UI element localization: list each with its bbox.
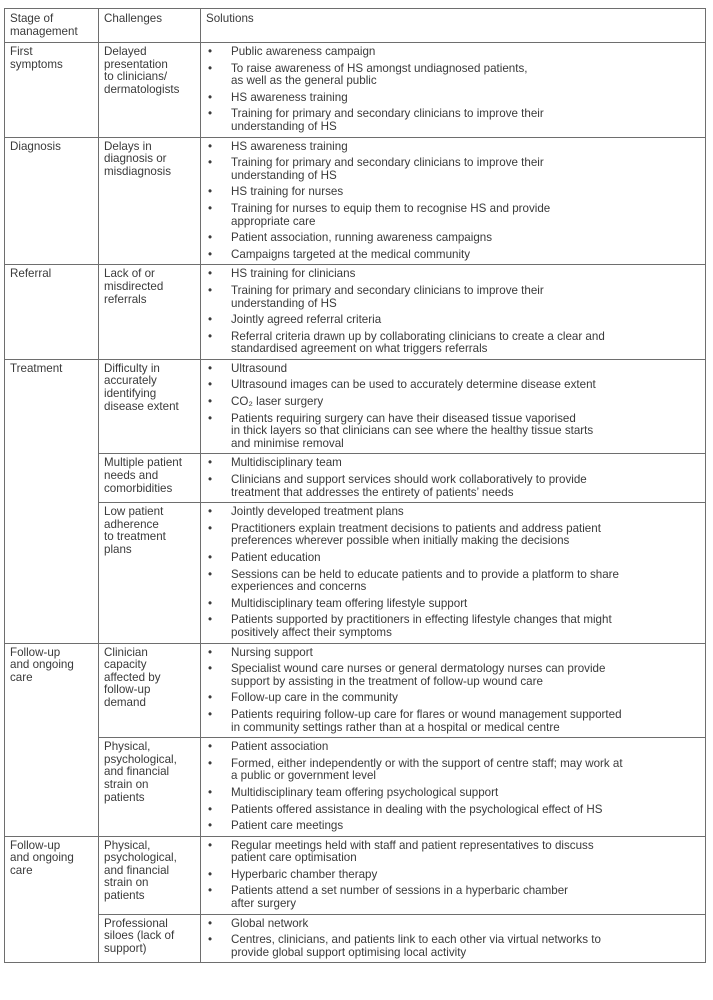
table-row — [5, 503, 706, 643]
bullet-icon: • — [208, 884, 213, 898]
header-solutions: Solutions — [201, 9, 706, 43]
solution-text: Multidisciplinary team — [231, 456, 342, 470]
bullet-icon: • — [208, 267, 213, 281]
bullet-icon: • — [208, 247, 213, 261]
bullet-icon: • — [208, 107, 213, 121]
header-stage: Stage of management — [5, 9, 99, 43]
solution-text: Clinicians and support services should work collaboratively to provide treatment that addresses the entirety of patients’ needs — [231, 473, 587, 499]
challenge-cell: Physical, psychological, and financial strain on patients — [99, 738, 201, 837]
solutions-list — [206, 141, 700, 262]
table-row — [5, 738, 706, 837]
solutions-cell — [201, 359, 706, 454]
bullet-icon: • — [208, 505, 213, 519]
stage-cell: Follow-up and ongoing care — [5, 836, 99, 963]
table-row — [5, 643, 706, 738]
solution-text: Patient association — [231, 740, 329, 754]
bullet-icon: • — [208, 819, 213, 833]
solution-text: Patients requiring surgery can have their diseased tissue vaporised in thick layers so that clinicians can see where the healthy tissue starts and minimise removal — [231, 411, 594, 450]
bullet-icon: • — [208, 61, 213, 75]
bullet-icon: • — [208, 756, 213, 770]
solutions-list — [206, 506, 700, 639]
solutions-cell — [201, 454, 706, 503]
solutions-cell — [201, 265, 706, 360]
bullet-icon: • — [208, 867, 213, 881]
solution-item — [206, 46, 700, 59]
solution-text: Centres, clinicians, and patients link to each other via virtual networks to provide global support optimising local activity — [231, 933, 601, 959]
bullet-icon: • — [208, 933, 213, 947]
bullet-icon: • — [208, 567, 213, 581]
bullet-icon: • — [208, 740, 213, 754]
solution-item — [206, 186, 700, 199]
solutions-cell — [201, 137, 706, 265]
solution-text: Referral criteria drawn up by collaborating clinicians to create a clear and standardised agreement on what triggers referrals — [231, 329, 605, 356]
solution-text: Ultrasound images can be used to accurately determine disease extent — [231, 378, 596, 392]
solution-item — [206, 396, 700, 409]
solution-item — [206, 885, 700, 910]
solution-item — [206, 598, 700, 611]
solution-text: Sessions can be held to educate patients and to provide a platform to share experiences and concerns — [231, 567, 619, 594]
challenge-cell: Difficulty in accurately identifying disease extent — [99, 359, 201, 454]
solution-item — [206, 249, 700, 262]
bullet-icon: • — [208, 313, 213, 327]
header-challenges: Challenges — [99, 9, 201, 43]
challenge-cell: Professional siloes (lack of support) — [99, 914, 201, 963]
table-row — [5, 914, 706, 963]
solution-text: Formed, either independently or with the support of centre staff; may work at a public or government level — [231, 756, 623, 783]
solution-item — [206, 285, 700, 310]
solution-item — [206, 787, 700, 800]
bullet-icon: • — [208, 156, 213, 170]
solution-item — [206, 820, 700, 833]
solutions-cell — [201, 836, 706, 914]
solutions-list — [206, 918, 700, 960]
solution-text: Public awareness campaign — [231, 45, 376, 58]
solution-item — [206, 804, 700, 817]
solution-text: Regular meetings held with staff and patient representatives to discuss patient care optimisation — [231, 838, 594, 865]
bullet-icon: • — [208, 90, 213, 104]
bullet-icon: • — [208, 785, 213, 799]
solutions-list — [206, 46, 700, 134]
bullet-icon: • — [208, 551, 213, 564]
bullet-icon: • — [208, 613, 213, 627]
solution-text: Patients offered assistance in dealing with the psychological effect of HS — [231, 802, 603, 816]
challenge-cell: Physical, psychological, and financial strain on patients — [99, 836, 201, 914]
solution-text: To raise awareness of HS amongst undiagnosed patients, as well as the general public — [231, 61, 528, 88]
challenge-cell: Delayed presentation to clinicians/ dermatologists — [99, 43, 201, 138]
table-row — [5, 454, 706, 503]
stage-cell: Treatment — [5, 359, 99, 643]
table-body — [5, 43, 706, 963]
solutions-list — [206, 840, 700, 911]
solutions-list — [206, 268, 700, 356]
solution-text: Training for primary and secondary clinicians to improve their understanding of HS — [231, 283, 544, 310]
solution-item — [206, 741, 700, 754]
hs-management-table — [4, 8, 706, 963]
bullet-icon: • — [208, 411, 213, 425]
solutions-cell — [201, 503, 706, 643]
solution-text: Global network — [231, 916, 309, 930]
solution-item — [206, 506, 700, 519]
bullet-icon: • — [208, 662, 213, 676]
solution-item — [206, 569, 700, 594]
solution-text: Training for primary and secondary clinicians to improve their understanding of HS — [231, 156, 544, 182]
solution-text: Specialist wound care nurses or general dermatology nurses can provide support by assisting in the treatment of follow-up wound care — [231, 662, 606, 688]
solutions-cell — [201, 914, 706, 963]
solution-item — [206, 232, 700, 245]
solution-item — [206, 141, 700, 154]
solution-text: Patients attend a set number of sessions in a hyperbaric chamber after surgery — [231, 884, 569, 911]
bullet-icon: • — [208, 201, 213, 215]
stage-cell: Diagnosis — [5, 137, 99, 265]
bullet-icon: • — [208, 361, 213, 375]
table-row — [5, 359, 706, 454]
solution-text: Patients requiring follow-up care for flares or wound management supported in community settings rather than at a hospital or medical centre — [231, 707, 622, 734]
stage-cell: First symptoms — [5, 43, 99, 138]
bullet-icon: • — [208, 185, 213, 199]
solution-item — [206, 413, 700, 451]
solution-item — [206, 157, 700, 182]
bullet-icon: • — [208, 456, 213, 470]
solution-item — [206, 92, 700, 105]
table-row — [5, 43, 706, 138]
bullet-icon: • — [208, 283, 213, 297]
bullet-icon: • — [208, 916, 213, 930]
bullet-icon: • — [208, 395, 213, 409]
solution-text: HS training for clinicians — [231, 267, 356, 281]
solution-text: CO₂ laser surgery — [231, 395, 324, 409]
solution-item — [206, 663, 700, 688]
solution-item — [206, 363, 700, 376]
solutions-list — [206, 647, 700, 735]
solution-item — [206, 614, 700, 639]
table-row — [5, 265, 706, 360]
stage-cell: Follow-up and ongoing care — [5, 643, 99, 836]
bullet-icon: • — [208, 838, 213, 852]
solutions-cell — [201, 643, 706, 738]
solution-item — [206, 934, 700, 959]
solution-text: Training for primary and secondary clinicians to improve their understanding of HS — [231, 107, 544, 133]
solutions-cell — [201, 43, 706, 138]
solution-text: HS awareness training — [231, 139, 348, 153]
solution-text: HS training for nurses — [231, 185, 344, 199]
solution-text: Patient care meetings — [231, 819, 344, 833]
solution-text: Nursing support — [231, 645, 313, 659]
solution-item — [206, 552, 700, 565]
solution-text: Patient association, running awareness campaigns — [231, 231, 493, 245]
solution-text: Hyperbaric chamber therapy — [231, 867, 378, 881]
bullet-icon: • — [208, 329, 213, 343]
challenge-cell: Low patient adherence to treatment plans — [99, 503, 201, 643]
bullet-icon: • — [208, 691, 213, 705]
bullet-icon: • — [208, 45, 213, 58]
solution-item — [206, 758, 700, 783]
solution-text: Patients supported by practitioners in effecting lifestyle changes that might positively affect their symptoms — [231, 613, 612, 639]
solution-item — [206, 692, 700, 705]
solution-item — [206, 203, 700, 228]
challenge-cell: Lack of or misdirected referrals — [99, 265, 201, 360]
challenge-cell: Delays in diagnosis or misdiagnosis — [99, 137, 201, 265]
bullet-icon: • — [208, 521, 213, 535]
solution-item — [206, 457, 700, 470]
solution-item — [206, 314, 700, 327]
solution-text: Practitioners explain treatment decisions to patients and address patient preferences wherever possible when initially making the decisions — [231, 521, 601, 548]
bullet-icon: • — [208, 473, 213, 487]
solution-text: Patient education — [231, 551, 321, 564]
solution-text: Multidisciplinary team offering psychological support — [231, 785, 499, 799]
solution-item — [206, 63, 700, 88]
solution-text: Training for nurses to equip them to recognise HS and provide appropriate care — [231, 201, 551, 228]
solutions-list — [206, 457, 700, 499]
solution-text: Multidisciplinary team offering lifestyle support — [231, 596, 468, 610]
solutions-list — [206, 363, 700, 451]
solution-item — [206, 840, 700, 865]
solution-text: Jointly agreed referral criteria — [231, 313, 382, 327]
solution-item — [206, 869, 700, 882]
solution-text: Campaigns targeted at the medical community — [231, 247, 471, 261]
solution-item — [206, 379, 700, 392]
bullet-icon: • — [208, 231, 213, 245]
stage-cell: Referral — [5, 265, 99, 360]
bullet-icon: • — [208, 378, 213, 392]
bullet-icon: • — [208, 707, 213, 721]
solution-text: HS awareness training — [231, 90, 348, 104]
solution-item — [206, 647, 700, 660]
solution-item — [206, 709, 700, 734]
challenge-cell: Clinician capacity affected by follow-up demand — [99, 643, 201, 738]
bullet-icon: • — [208, 596, 213, 610]
solution-text: Ultrasound — [231, 361, 288, 375]
challenge-cell: Multiple patient needs and comorbidities — [99, 454, 201, 503]
table-row — [5, 137, 706, 265]
solutions-list — [206, 741, 700, 833]
solution-text: Follow-up care in the community — [231, 691, 398, 705]
bullet-icon: • — [208, 645, 213, 659]
bullet-icon: • — [208, 139, 213, 153]
solution-item — [206, 268, 700, 281]
solutions-cell — [201, 738, 706, 837]
table-header-row — [5, 9, 706, 43]
solution-text: Jointly developed treatment plans — [231, 505, 404, 519]
table-row — [5, 836, 706, 914]
solution-item — [206, 474, 700, 499]
solution-item — [206, 918, 700, 931]
bullet-icon: • — [208, 802, 213, 816]
solution-item — [206, 523, 700, 548]
solution-item — [206, 331, 700, 356]
solution-item — [206, 108, 700, 133]
